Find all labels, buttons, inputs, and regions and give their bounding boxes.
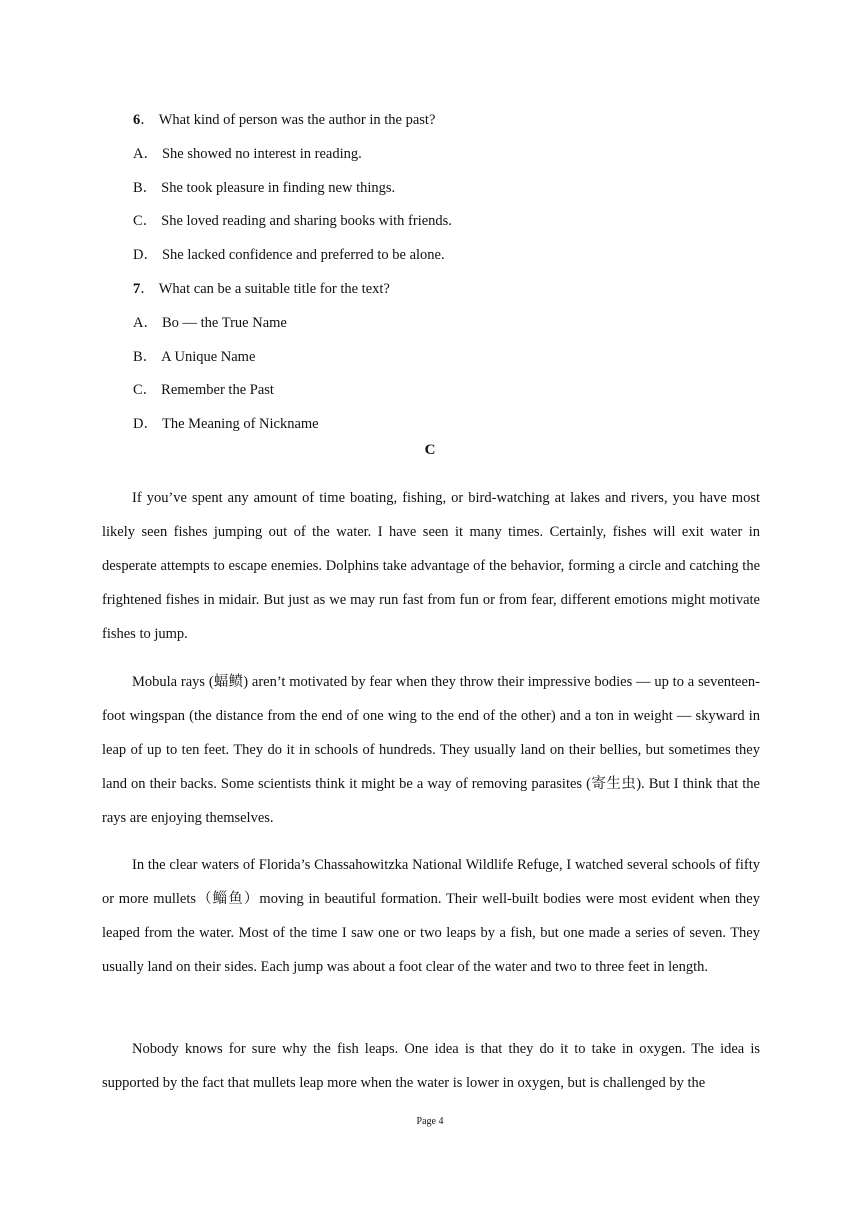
- option-text: The Meaning of Nickname: [161, 416, 319, 432]
- option-letter: B: [133, 180, 143, 196]
- page-number: Page 4: [416, 1116, 444, 1127]
- passage-paragraph-2: Mobula rays (蝠鲼) aren’t motivated by fear when they throw their impressive bodies — up to a seventeen-foot wingspan (the distance from the end of one wing to the end of the other) and a ton in weight — skyward in leap of up to ten feet. They do it in schools of hundreds. They usually land on their bellies, but sometimes they land on their backs. Some scientists think it might be a way of removing parasites (寄生虫). But I think that the rays are enjoying themselves.: [102, 674, 760, 826]
- question-7-option-d: D． The Meaning of Nickname: [133, 416, 319, 432]
- option-letter: C: [133, 213, 143, 229]
- option-text: She took pleasure in finding new things.: [161, 180, 396, 196]
- question-text: What kind of person was the author in the past?: [158, 112, 436, 128]
- passage-paragraph-1: If you’ve spent any amount of time boating, fishing, or bird-watching at lakes and rivers, you have most likely seen fishes jumping out of the water. I have seen it many times. Certainly, fishes will exit water in desperate attempts to escape enemies. Dolphins take advantage of the behavior, forming a circle and catching the frightened fishes in midair. But just as we may run fast from fun or from fear, different emotions might motivate fishes to jump.: [102, 490, 760, 642]
- option-letter: D: [133, 416, 144, 432]
- option-text: She showed no interest in reading.: [161, 146, 362, 162]
- passage-paragraph-4: Nobody knows for sure why the fish leaps. One idea is that they do it to take in oxygen. The idea is supported by the fact that mullets leap more when the water is lower in oxygen, but is challenged by the: [102, 1041, 760, 1091]
- option-letter: D: [133, 247, 144, 263]
- question-7-option-c: C． Remember the Past: [133, 382, 274, 398]
- question-number: 7: [133, 281, 141, 297]
- question-7-stem: 7． What can be a suitable title for the text?: [133, 281, 390, 297]
- option-letter: C: [133, 382, 143, 398]
- question-6-option-c: C． She loved reading and sharing books with friends.: [133, 213, 452, 229]
- passage-paragraph-3: In the clear waters of Florida’s Chassahowitzka National Wildlife Refuge, I watched several schools of fifty or more mullets（鲻鱼）moving in beautiful formation. Their well-built bodies were most evident when they leaped from the water. Most of the time I saw one or two leaps by a fish, but one made a series of seven. They usually land on their sides. Each jump was about a foot clear of the water and two to three feet in length.: [102, 857, 760, 975]
- option-text: She lacked confidence and preferred to be alone.: [161, 247, 445, 263]
- question-6-stem: 6． What kind of person was the author in the past?: [133, 112, 436, 128]
- question-7-option-a: A． Bo — the True Name: [133, 315, 287, 331]
- option-letter: A: [133, 146, 144, 162]
- option-letter: A: [133, 315, 144, 331]
- question-number: 6: [133, 112, 141, 128]
- option-text: She loved reading and sharing books with friends.: [161, 213, 452, 229]
- option-text: A Unique Name: [161, 349, 256, 365]
- question-6-option-b: B． She took pleasure in finding new things.: [133, 180, 396, 196]
- question-6-option-a: A． She showed no interest in reading.: [133, 146, 362, 162]
- option-letter: B: [133, 349, 143, 365]
- section-heading: C: [424, 442, 436, 458]
- option-text: Bo — the True Name: [161, 315, 287, 331]
- question-6-option-d: D． She lacked confidence and preferred to be alone.: [133, 247, 445, 263]
- option-text: Remember the Past: [161, 382, 274, 398]
- question-7-option-b: B． A Unique Name: [133, 349, 256, 365]
- question-text: What can be a suitable title for the text?: [158, 281, 390, 297]
